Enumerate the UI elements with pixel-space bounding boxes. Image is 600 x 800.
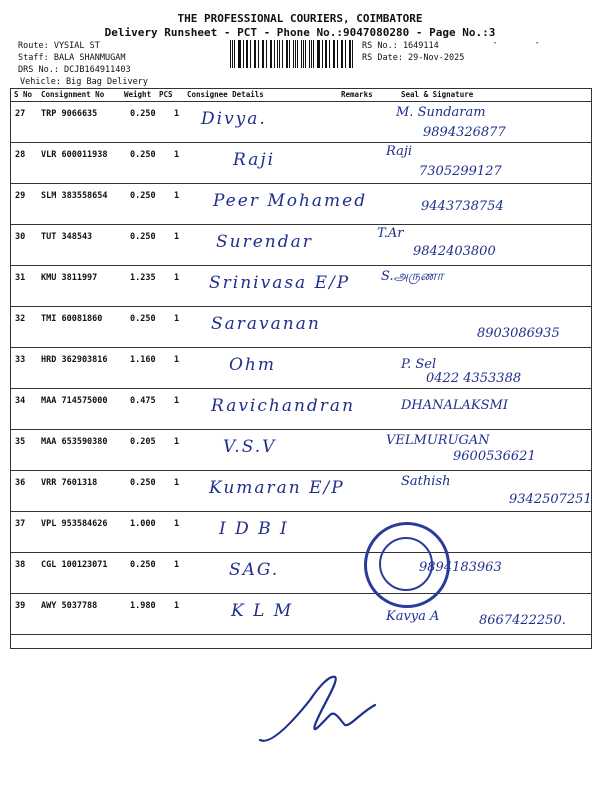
table-row: [11, 429, 591, 471]
pieces-count: 1: [174, 396, 180, 406]
consignment-number: VLR 600011938: [41, 150, 108, 160]
weight-value: 0.250: [130, 478, 156, 488]
table-row: [11, 552, 591, 594]
pieces-count: 1: [174, 519, 180, 529]
serial-number: 30: [15, 232, 26, 242]
table-row: [11, 388, 591, 430]
consignment-number: HRD 362903816: [41, 355, 108, 365]
table-row: [11, 183, 591, 225]
receiver-signature: VELMURUGAN: [386, 433, 490, 448]
header-sno: S No: [14, 90, 33, 99]
rs-number: RS No.: 1649114: [362, 41, 439, 51]
serial-number: 38: [15, 560, 26, 570]
consignee-handwritten-name: Surendar: [216, 232, 313, 252]
header-seal: Seal & Signature: [401, 90, 474, 99]
serial-number: 31: [15, 273, 26, 283]
pieces-count: 1: [174, 437, 180, 447]
receiver-phone: 9842403800: [413, 244, 496, 259]
table-row: [11, 224, 591, 266]
weight-value: 0.205: [130, 437, 156, 447]
receiver-signature: DHANALAKSMI: [401, 398, 508, 413]
consignment-number: TUT 348543: [41, 232, 93, 242]
header-consignment: Consignment No: [41, 90, 105, 99]
receiver-signature: T.Ar: [377, 226, 404, 241]
receiver-phone: 0422 4353388: [426, 371, 522, 386]
table-row: [11, 306, 591, 348]
table-row: [11, 347, 591, 389]
receiver-phone: 7305299127: [419, 164, 502, 179]
table-row: [11, 101, 591, 143]
weight-value: 0.475: [130, 396, 156, 406]
consignment-number: MAA 714575000: [41, 396, 108, 406]
consignment-number: SLM 383558654: [41, 191, 108, 201]
drs-label: DRS No.: DCJB164911403: [18, 65, 131, 75]
seal-inner-ring: [379, 537, 433, 591]
runsheet-table: [10, 88, 592, 649]
consignee-handwritten-name: Srinivasa E/P: [209, 273, 351, 293]
receiver-phone: 8903086935: [477, 326, 560, 341]
barcode: [230, 40, 356, 68]
consignee-handwritten-name: Ohm: [229, 355, 277, 375]
serial-number: 33: [15, 355, 26, 365]
pieces-count: 1: [174, 191, 180, 201]
rs-date: RS Date: 29-Nov-2025: [362, 53, 465, 63]
consignment-number: CGL 100123071: [41, 560, 108, 570]
receiver-signature: S.அருணா: [381, 269, 444, 284]
consignee-handwritten-name: Kumaran E/P: [209, 478, 345, 498]
serial-number: 29: [15, 191, 26, 201]
consignee-handwritten-name: Saravanan: [211, 314, 321, 334]
receiver-phone: 9894183963: [419, 560, 502, 575]
consignee-handwritten-name: I D B I: [219, 519, 289, 539]
pieces-count: 1: [174, 560, 180, 570]
consignee-handwritten-name: K L M: [231, 601, 294, 621]
receiver-phone: 9443738754: [421, 199, 504, 214]
receiver-signature: P. Sel: [401, 357, 437, 372]
header-pcs: PCS: [159, 90, 173, 99]
serial-number: 36: [15, 478, 26, 488]
pieces-count: 1: [174, 355, 180, 365]
pieces-count: 1: [174, 232, 180, 242]
weight-value: 1.980: [130, 601, 156, 611]
weight-value: 0.250: [130, 560, 156, 570]
pieces-count: 1: [174, 478, 180, 488]
header-consignee: Consignee Details: [187, 90, 264, 99]
consignee-handwritten-name: Divya.: [201, 109, 267, 129]
runsheet-meta-right: [362, 40, 464, 64]
receiver-signature: Raji: [386, 144, 413, 159]
weight-value: 1.235: [130, 273, 156, 283]
weight-value: 0.250: [130, 109, 156, 119]
serial-number: 28: [15, 150, 26, 160]
serial-number: 37: [15, 519, 26, 529]
consignee-handwritten-name: Ravichandran: [211, 396, 356, 416]
consignment-number: VPL 953584626: [41, 519, 108, 529]
consignment-number: TMI 60081860: [41, 314, 103, 324]
consignee-handwritten-name: V.S.V: [223, 437, 277, 457]
table-header: [11, 88, 591, 102]
table-row: [11, 511, 591, 553]
receiver-signature: Sathish: [401, 474, 451, 489]
route-label: Route: VYSIAL ST: [18, 41, 100, 51]
weight-value: 0.250: [130, 232, 156, 242]
weight-value: 1.160: [130, 355, 156, 365]
supervisor-signature: [250, 665, 400, 755]
receiver-phone: 9894326877: [423, 125, 506, 140]
consignment-number: KMU 3811997: [41, 273, 98, 283]
pieces-count: 1: [174, 314, 180, 324]
serial-number: 39: [15, 601, 26, 611]
weight-value: 0.250: [130, 314, 156, 324]
receiver-signature: M. Sundaram: [396, 105, 486, 120]
receiver-phone: 9600536621: [453, 449, 536, 464]
vehicle-label: Vehicle: Big Bag Delivery: [20, 77, 148, 87]
weight-value: 0.250: [130, 191, 156, 201]
serial-number: 27: [15, 109, 26, 119]
runsheet-subtitle: Delivery Runsheet - PCT - Phone No.:9047080280 - Page No.:3: [104, 26, 496, 39]
weight-value: 1.000: [130, 519, 156, 529]
corner-dot-mark: · ·: [492, 38, 541, 49]
table-row: [11, 470, 591, 512]
receiver-signature: Kavya A: [386, 609, 440, 624]
table-row: [11, 593, 591, 635]
consignment-number: MAA 653590380: [41, 437, 108, 447]
pieces-count: 1: [174, 273, 180, 283]
serial-number: 35: [15, 437, 26, 447]
runsheet-meta-left: [18, 40, 148, 88]
pieces-count: 1: [174, 601, 180, 611]
consignee-handwritten-name: Peer Mohamed: [213, 191, 368, 211]
table-row: [11, 142, 591, 184]
header-remarks: Remarks: [341, 90, 373, 99]
consignment-number: AWY 5037788: [41, 601, 98, 611]
receiver-phone: 8667422250.: [479, 613, 566, 628]
runsheet-title: THE PROFESSIONAL COURIERS, COIMBATORE: [177, 12, 423, 25]
consignment-number: TRP 9066635: [41, 109, 98, 119]
consignment-number: VRR 7601318: [41, 478, 98, 488]
pieces-count: 1: [174, 150, 180, 160]
staff-label: Staff: BALA SHANMUGAM: [18, 53, 126, 63]
consignee-handwritten-name: Raji: [233, 150, 276, 170]
serial-number: 32: [15, 314, 26, 324]
receiver-phone: 9342507251: [509, 492, 592, 507]
consignee-handwritten-name: SAG.: [229, 560, 280, 580]
table-row: [11, 265, 591, 307]
company-seal-stamp: [364, 522, 450, 608]
serial-number: 34: [15, 396, 26, 406]
pieces-count: 1: [174, 109, 180, 119]
header-weight: Weight: [124, 90, 152, 99]
weight-value: 0.250: [130, 150, 156, 160]
